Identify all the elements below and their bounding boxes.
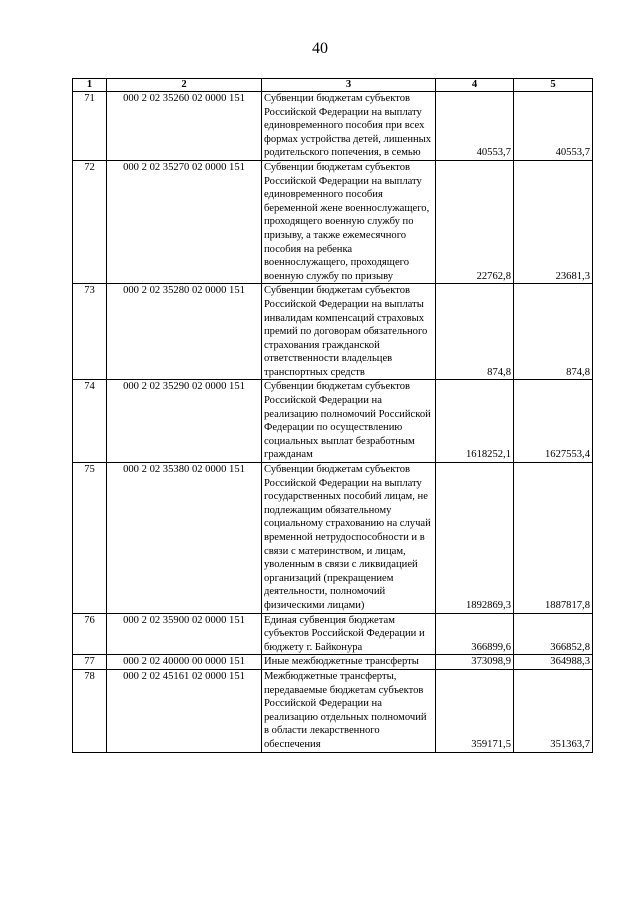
value-col-4: 373098,9 xyxy=(436,655,514,670)
table-row xyxy=(73,655,593,670)
budget-code: 000 2 02 35380 02 0000 151 xyxy=(107,463,262,614)
value-col-5: 874,8 xyxy=(514,284,593,380)
table-row xyxy=(73,669,593,752)
value-col-5: 40553,7 xyxy=(514,92,593,161)
row-number: 74 xyxy=(73,380,107,463)
row-number: 71 xyxy=(73,92,107,161)
value-col-4: 22762,8 xyxy=(436,160,514,283)
row-number: 72 xyxy=(73,160,107,283)
header-col-2: 2 xyxy=(107,79,262,92)
budget-code: 000 2 02 35900 02 0000 151 xyxy=(107,613,262,655)
table-row xyxy=(73,613,593,655)
value-col-4: 359171,5 xyxy=(436,669,514,752)
budget-code: 000 2 02 35260 02 0000 151 xyxy=(107,92,262,161)
row-number: 77 xyxy=(73,655,107,670)
value-col-4: 1618252,1 xyxy=(436,380,514,463)
item-name: Иные межбюджетные трансферты xyxy=(262,655,436,670)
row-number: 73 xyxy=(73,284,107,380)
item-name: Субвенции бюджетам субъектов Российской Федерации на выплаты инвалидам компенсаций страховых премий по договорам обязательного страхования гражданской ответственности владельцев транспортных средств xyxy=(262,284,436,380)
item-name: Субвенции бюджетам субъектов Российской Федерации на выплату единовременного пособия беременной жене военнослужащего, проходящего военную службу по призыву, а также ежемесячного пособия на ребенка военнослужащего, проходящего военную службу по призыву xyxy=(262,160,436,283)
table-row xyxy=(73,92,593,161)
header-col-1: 1 xyxy=(73,79,107,92)
item-name: Субвенции бюджетам субъектов Российской Федерации на выплату государственных пособий лицам, не подлежащим обязательному социальному страхованию на случай временной нетрудоспособности и в связи с материнством, и лицам, уволенным в связи с ликвидацией организаций (прекращением деятельности, полномочий физическими лицами) xyxy=(262,463,436,614)
header-col-5: 5 xyxy=(514,79,593,92)
value-col-4: 874,8 xyxy=(436,284,514,380)
page-number: 40 xyxy=(312,40,328,57)
value-col-5: 351363,7 xyxy=(514,669,593,752)
budget-code: 000 2 02 45161 02 0000 151 xyxy=(107,669,262,752)
value-col-4: 1892869,3 xyxy=(436,463,514,614)
item-name: Межбюджетные трансферты, передаваемые бюджетам субъектов Российской Федерации на реализацию отдельных полномочий в области лекарственного обеспечения xyxy=(262,669,436,752)
table-row xyxy=(73,380,593,463)
row-number: 76 xyxy=(73,613,107,655)
header-col-4: 4 xyxy=(436,79,514,92)
value-col-5: 366852,8 xyxy=(514,613,593,655)
header-col-3: 3 xyxy=(262,79,436,92)
budget-code: 000 2 02 35270 02 0000 151 xyxy=(107,160,262,283)
value-col-5: 1887817,8 xyxy=(514,463,593,614)
table-row xyxy=(73,160,593,283)
item-name: Субвенции бюджетам субъектов Российской Федерации на реализацию полномочий Российской Федерации по осуществлению социальных выплат безработным гражданам xyxy=(262,380,436,463)
value-col-4: 40553,7 xyxy=(436,92,514,161)
row-number: 75 xyxy=(73,463,107,614)
budget-table xyxy=(72,78,593,753)
budget-code: 000 2 02 35290 02 0000 151 xyxy=(107,380,262,463)
value-col-4: 366899,6 xyxy=(436,613,514,655)
table-row xyxy=(73,284,593,380)
budget-code: 000 2 02 35280 02 0000 151 xyxy=(107,284,262,380)
budget-code: 000 2 02 40000 00 0000 151 xyxy=(107,655,262,670)
header-row xyxy=(73,79,593,92)
item-name: Субвенции бюджетам субъектов Российской Федерации на выплату единовременного пособия при всех формах устройства детей, лишенных родительского попечения, в семью xyxy=(262,92,436,161)
value-col-5: 23681,3 xyxy=(514,160,593,283)
row-number: 78 xyxy=(73,669,107,752)
value-col-5: 1627553,4 xyxy=(514,380,593,463)
value-col-5: 364988,3 xyxy=(514,655,593,670)
item-name: Единая субвенция бюджетам субъектов Российской Федерации и бюджету г. Байконура xyxy=(262,613,436,655)
table-row xyxy=(73,463,593,614)
